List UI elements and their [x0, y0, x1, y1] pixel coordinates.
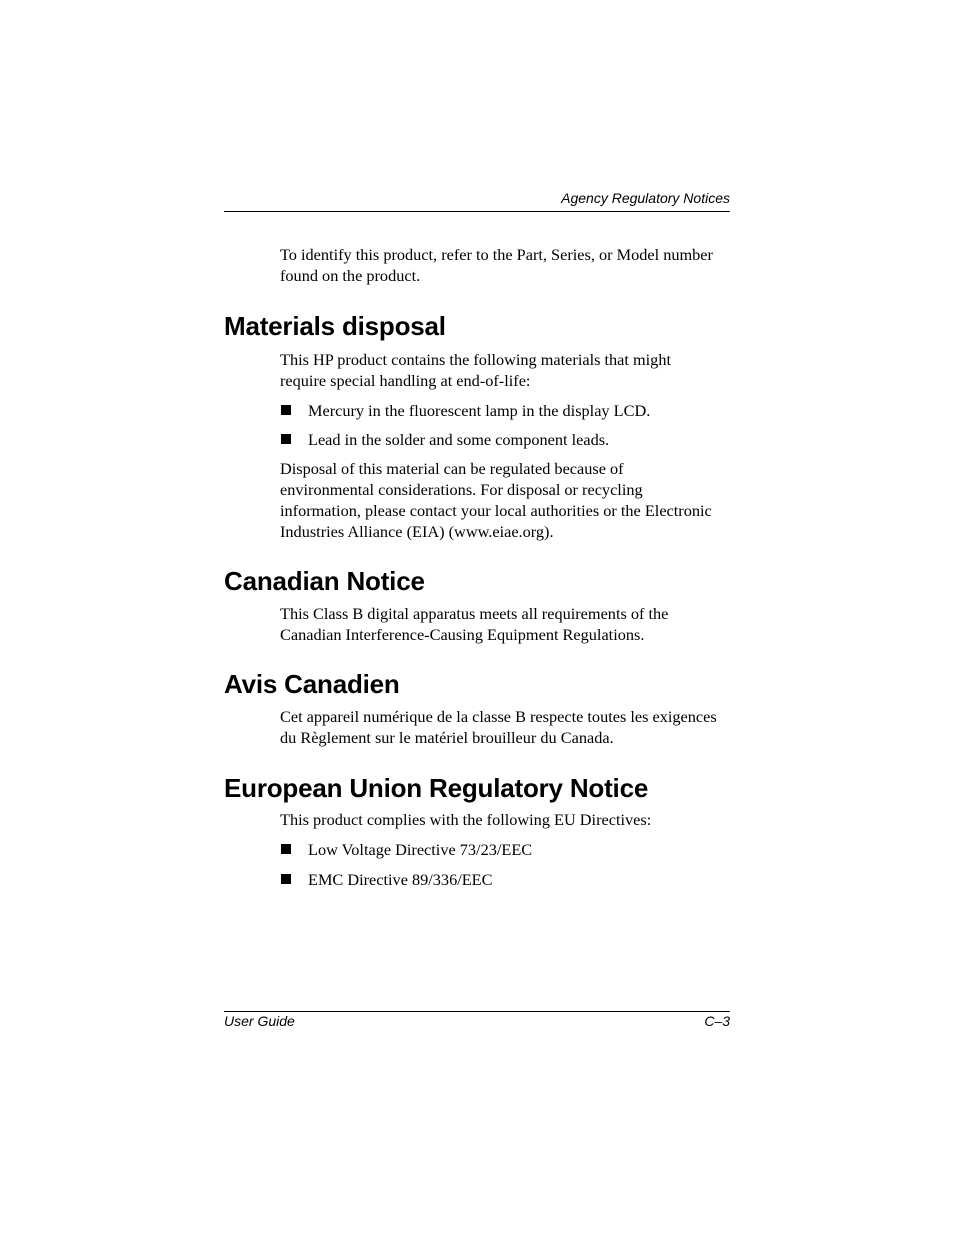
eu-directives-list [224, 839, 730, 890]
materials-disposal-heading: Materials disposal [224, 311, 446, 341]
avis-canadien-paragraph: Cet appareil numérique de la classe B respecte toutes les exigences du Règlement sur le matériel brouilleur du Canada. [280, 707, 717, 747]
footer-title: User Guide [224, 1013, 295, 1029]
list-item: Lead in the solder and some component leads. [280, 429, 730, 450]
intro-paragraph: To identify this product, refer to the Part, Series, or Model number found on the product. [280, 245, 713, 285]
bullet-square-icon [281, 844, 291, 854]
bullet-square-icon [281, 874, 291, 884]
list-item: Mercury in the fluorescent lamp in the display LCD. [280, 400, 730, 421]
materials-paragraph-1: This HP product contains the following materials that might require special handling at end-of-life: [280, 350, 671, 390]
page-content [224, 244, 730, 890]
list-item: EMC Directive 89/336/EEC [280, 869, 730, 890]
header-rule [224, 211, 730, 212]
footer-rule [224, 1011, 730, 1012]
eu-notice-paragraph: This product complies with the following EU Directives: [280, 810, 652, 829]
bullet-square-icon [281, 405, 291, 415]
materials-list [224, 400, 730, 450]
materials-paragraph-2: Disposal of this material can be regulated because of environmental considerations. For disposal or recycling information, please contact your local authorities or the Electronic Industries Alliance (EIA) (www.eiae.org). [280, 459, 712, 541]
running-header: Agency Regulatory Notices [561, 190, 730, 206]
page-number: C–3 [704, 1013, 730, 1029]
canadian-notice-paragraph: This Class B digital apparatus meets all requirements of the Canadian Interference-Causing Equipment Regulations. [280, 604, 669, 644]
list-item: Low Voltage Directive 73/23/EEC [280, 839, 730, 860]
canadian-notice-heading: Canadian Notice [224, 566, 425, 596]
avis-canadien-heading: Avis Canadien [224, 669, 400, 699]
bullet-square-icon [281, 434, 291, 444]
eu-notice-heading: European Union Regulatory Notice [224, 773, 649, 803]
